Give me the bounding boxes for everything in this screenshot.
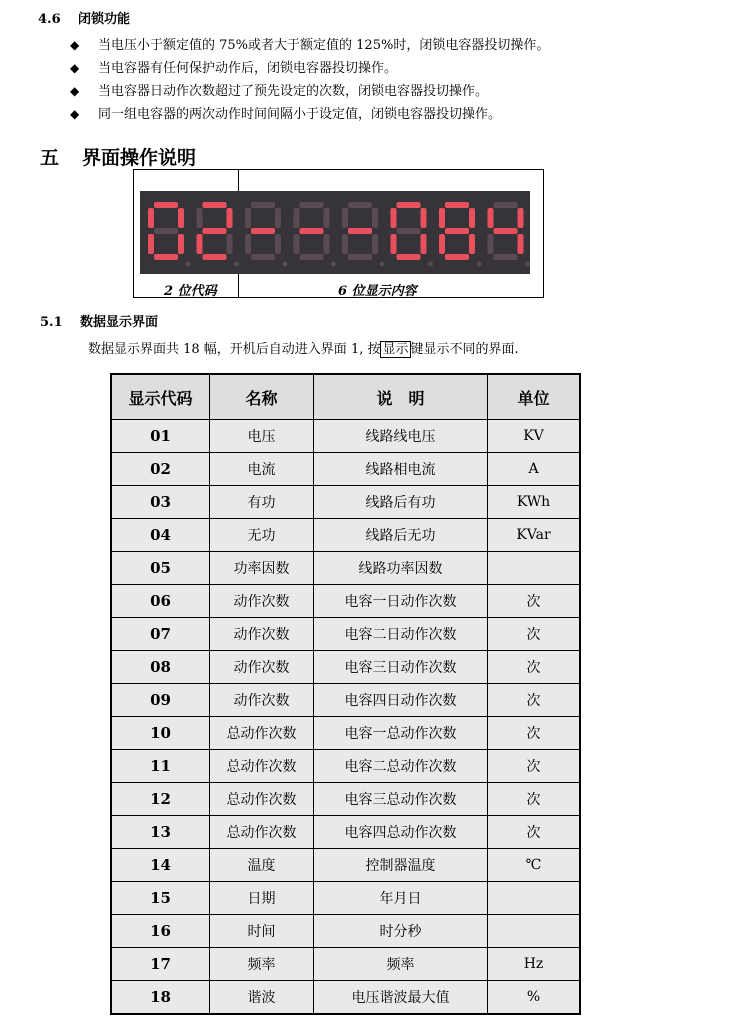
led-segment <box>469 234 475 254</box>
led-decimal-point <box>428 262 433 267</box>
led-segment <box>439 234 445 254</box>
led-digit <box>197 202 240 267</box>
led-digit <box>148 202 191 267</box>
seven-segment-display <box>140 191 530 274</box>
description-cell: 电容一日动作次数 <box>314 585 488 618</box>
section-5-heading <box>40 143 196 170</box>
led-segment <box>294 234 300 254</box>
led-segment <box>348 228 372 234</box>
name-cell: 日期 <box>210 882 314 915</box>
unit-cell <box>488 552 581 585</box>
name-cell: 电压 <box>210 420 314 453</box>
led-segment <box>445 254 469 260</box>
table-row <box>111 486 580 519</box>
table-row <box>111 651 580 684</box>
name-cell: 温度 <box>210 849 314 882</box>
description-cell: 控制器温度 <box>314 849 488 882</box>
name-cell: 动作次数 <box>210 651 314 684</box>
description-cell: 线路后有功 <box>314 486 488 519</box>
led-segment <box>397 254 421 260</box>
led-segment <box>154 202 178 208</box>
description-cell: 线路相电流 <box>314 453 488 486</box>
led-segment <box>245 234 251 254</box>
led-segment <box>148 208 154 228</box>
led-segment <box>348 254 372 260</box>
unit-cell: KV <box>488 420 581 453</box>
led-segment <box>397 228 421 234</box>
unit-cell: 次 <box>488 816 581 849</box>
led-segment <box>251 228 275 234</box>
display-key-label: 显示 <box>382 342 409 357</box>
led-digit <box>488 202 531 267</box>
led-segment <box>494 228 518 234</box>
name-cell: 总动作次数 <box>210 750 314 783</box>
diamond-bullet-icon: ◆ <box>70 61 80 75</box>
table-row <box>111 816 580 849</box>
name-cell: 频率 <box>210 948 314 981</box>
table-row <box>111 981 580 1015</box>
code-cell: 02 <box>111 453 210 486</box>
description-cell: 电容三日动作次数 <box>314 651 488 684</box>
led-segment <box>251 254 275 260</box>
unit-cell: 次 <box>488 717 581 750</box>
led-segment <box>488 208 494 228</box>
led-segment <box>178 208 184 228</box>
table-row <box>111 783 580 816</box>
name-cell: 动作次数 <box>210 684 314 717</box>
led-segment <box>203 228 227 234</box>
led-segment <box>294 208 300 228</box>
table-row <box>111 948 580 981</box>
unit-cell: 次 <box>488 585 581 618</box>
name-cell: 总动作次数 <box>210 783 314 816</box>
unit-cell: 次 <box>488 783 581 816</box>
led-segment <box>227 208 233 228</box>
led-segment <box>148 234 154 254</box>
led-display-image <box>140 191 530 274</box>
led-digit <box>391 202 434 267</box>
diamond-bullet-icon: ◆ <box>70 107 80 121</box>
table-row <box>111 420 580 453</box>
column-header: 名称 <box>210 374 314 420</box>
led-segment <box>203 202 227 208</box>
led-digit <box>294 202 337 267</box>
description-cell: 线路后无功 <box>314 519 488 552</box>
led-digit <box>439 202 482 267</box>
code-cell: 13 <box>111 816 210 849</box>
table-row <box>111 915 580 948</box>
led-decimal-point <box>331 262 336 267</box>
section-number: 5.1 <box>40 315 63 330</box>
led-segment <box>275 208 281 228</box>
led-segment <box>445 228 469 234</box>
led-segment <box>494 202 518 208</box>
led-segment <box>348 202 372 208</box>
table-row <box>111 882 580 915</box>
section-4-6-heading <box>38 8 130 27</box>
content-label: 6 位显示内容 <box>338 284 417 299</box>
table-row <box>111 618 580 651</box>
description-cell: 年月日 <box>314 882 488 915</box>
unit-cell <box>488 915 581 948</box>
name-cell: 功率因数 <box>210 552 314 585</box>
list-item: ◆ 当电压小于额定值的 75%或者大于额定值的 125%时，闭锁电容器投切操作。 <box>70 34 549 57</box>
description-cell: 电容二总动作次数 <box>314 750 488 783</box>
led-segment <box>342 208 348 228</box>
code-label: 2 位代码 <box>164 284 217 299</box>
name-cell: 总动作次数 <box>210 816 314 849</box>
led-segment <box>197 208 203 228</box>
led-segment <box>518 208 524 228</box>
section-number: 4.6 <box>38 12 61 27</box>
code-cell: 10 <box>111 717 210 750</box>
unit-cell: KWh <box>488 486 581 519</box>
intro-paragraph: 数据显示界面共 18 幅，开机后自动进入界面 1, 按 显示 键显示不同的界面. <box>88 342 519 357</box>
display-code-table <box>110 373 581 1015</box>
section-5-1-heading <box>40 311 158 330</box>
led-decimal-point <box>525 262 530 267</box>
column-header: 说 明 <box>314 374 488 420</box>
led-segment <box>245 208 251 228</box>
code-cell: 04 <box>111 519 210 552</box>
list-item: ◆ 同一组电容器的两次动作时间间隔小于设定值，闭锁电容器投切操作。 <box>70 103 549 126</box>
description-cell: 电容一总动作次数 <box>314 717 488 750</box>
led-segment <box>445 202 469 208</box>
led-segment <box>203 254 227 260</box>
led-segment <box>494 254 518 260</box>
table-row <box>111 849 580 882</box>
name-cell: 无功 <box>210 519 314 552</box>
name-cell: 动作次数 <box>210 618 314 651</box>
led-decimal-point <box>477 262 482 267</box>
list-item: ◆ 当电容器日动作次数超过了预先设定的次数，闭锁电容器投切操作。 <box>70 80 549 103</box>
unit-cell <box>488 882 581 915</box>
unit-cell: A <box>488 453 581 486</box>
code-cell: 15 <box>111 882 210 915</box>
description-cell: 电压谐波最大值 <box>314 981 488 1015</box>
code-cell: 14 <box>111 849 210 882</box>
led-segment <box>421 234 427 254</box>
name-cell: 电流 <box>210 453 314 486</box>
unit-cell: ℃ <box>488 849 581 882</box>
list-item: ◆ 当电容器有任何保护动作后，闭锁电容器投切操作。 <box>70 57 549 80</box>
table-row <box>111 585 580 618</box>
code-cell: 11 <box>111 750 210 783</box>
led-segment <box>154 228 178 234</box>
led-segment <box>421 208 427 228</box>
led-segment <box>342 234 348 254</box>
code-cell: 16 <box>111 915 210 948</box>
code-cell: 17 <box>111 948 210 981</box>
diamond-bullet-icon: ◆ <box>70 38 80 52</box>
led-segment <box>324 208 330 228</box>
table-row <box>111 684 580 717</box>
name-cell: 谐波 <box>210 981 314 1015</box>
lock-function-list <box>70 34 549 126</box>
unit-cell: Hz <box>488 948 581 981</box>
led-decimal-point <box>234 262 239 267</box>
section-title: 界面操作说明 <box>82 147 197 169</box>
name-cell: 动作次数 <box>210 585 314 618</box>
description-cell: 时分秒 <box>314 915 488 948</box>
unit-cell: KVar <box>488 519 581 552</box>
led-segment <box>300 228 324 234</box>
led-segment <box>275 234 281 254</box>
led-segment <box>391 208 397 228</box>
code-cell: 12 <box>111 783 210 816</box>
table-row <box>111 552 580 585</box>
column-header: 显示代码 <box>111 374 210 420</box>
code-cell: 09 <box>111 684 210 717</box>
code-cell: 01 <box>111 420 210 453</box>
section-number: 五 <box>40 147 60 169</box>
code-cell: 18 <box>111 981 210 1015</box>
led-segment <box>154 254 178 260</box>
led-segment <box>469 208 475 228</box>
description-cell: 电容四总动作次数 <box>314 816 488 849</box>
table-row <box>111 750 580 783</box>
led-segment <box>397 202 421 208</box>
description-cell: 线路线电压 <box>314 420 488 453</box>
code-cell: 07 <box>111 618 210 651</box>
description-cell: 频率 <box>314 948 488 981</box>
led-segment <box>197 234 203 254</box>
display-figure <box>133 169 544 298</box>
description-cell: 电容三总动作次数 <box>314 783 488 816</box>
led-segment <box>391 234 397 254</box>
table-row <box>111 453 580 486</box>
column-header: 单位 <box>488 374 581 420</box>
code-cell: 08 <box>111 651 210 684</box>
led-segment <box>372 208 378 228</box>
table-header-row <box>111 374 580 420</box>
led-segment <box>518 234 524 254</box>
table-row <box>111 519 580 552</box>
code-cell: 03 <box>111 486 210 519</box>
name-cell: 总动作次数 <box>210 717 314 750</box>
description-cell: 电容二日动作次数 <box>314 618 488 651</box>
led-segment <box>178 234 184 254</box>
led-segment <box>372 234 378 254</box>
led-segment <box>439 208 445 228</box>
led-segment <box>300 202 324 208</box>
unit-cell: 次 <box>488 651 581 684</box>
unit-cell: 次 <box>488 684 581 717</box>
table-row <box>111 717 580 750</box>
led-decimal-point <box>380 262 385 267</box>
led-digit <box>245 202 288 267</box>
section-title: 闭锁功能 <box>78 12 131 27</box>
code-cell: 06 <box>111 585 210 618</box>
led-decimal-point <box>283 262 288 267</box>
unit-cell: % <box>488 981 581 1015</box>
led-segment <box>300 254 324 260</box>
description-cell: 线路功率因数 <box>314 552 488 585</box>
description-cell: 电容四日动作次数 <box>314 684 488 717</box>
led-segment <box>324 234 330 254</box>
section-title: 数据显示界面 <box>80 315 159 330</box>
led-segment <box>251 202 275 208</box>
unit-cell: 次 <box>488 750 581 783</box>
code-cell: 05 <box>111 552 210 585</box>
name-cell: 有功 <box>210 486 314 519</box>
unit-cell: 次 <box>488 618 581 651</box>
diamond-bullet-icon: ◆ <box>70 84 80 98</box>
name-cell: 时间 <box>210 915 314 948</box>
led-digit <box>342 202 385 267</box>
led-decimal-point <box>186 262 191 267</box>
led-segment <box>227 234 233 254</box>
led-segment <box>488 234 494 254</box>
